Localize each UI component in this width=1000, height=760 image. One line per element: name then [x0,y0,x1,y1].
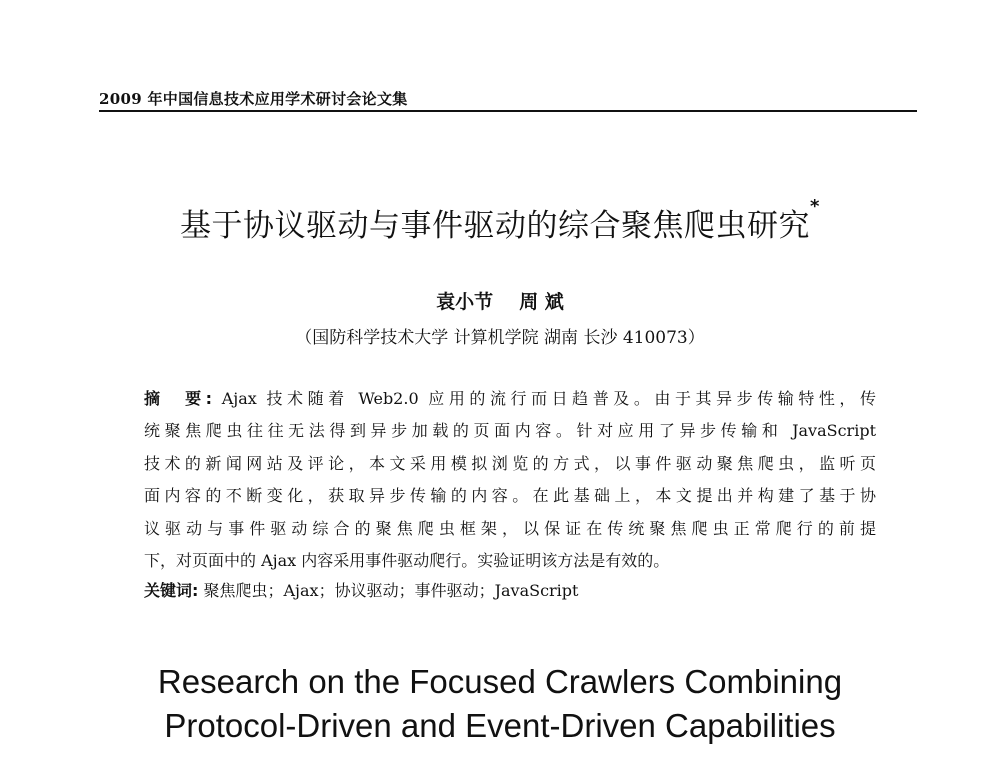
abstract-line: 议驱动与事件驱动综合的聚焦爬虫框架，以保证在传统聚焦爬虫正常爬行的前提 [144,518,876,538]
authors [0,287,1000,314]
author-1: 袁小节 [436,291,494,313]
title-footnote-mark: * [810,196,820,217]
english-title-line-2: Protocol-Driven and Event-Driven Capabilities [164,707,836,744]
abstract-line: 面内容的不断变化，获取异步传输的内容。在此基础上，本文提出并构建了基于协 [144,486,876,506]
author-2: 周 斌 [519,291,564,313]
keywords-label: 关键词: [144,581,199,600]
abstract [144,383,876,577]
english-title [0,660,1000,748]
affiliation: （国防科学技术大学 计算机学院 湖南 长沙 410073） [295,328,705,348]
chinese-title [0,196,1000,245]
abstract-line-last: 下，对页面中的 Ajax 内容采用事件驱动爬行。实验证明该方法是有效的。 [144,551,670,571]
abstract-line-text: Ajax 技术随着 Web2.0 应用的流行而日趋普及。由于其异步传输特性，传 [221,389,876,408]
abstract-line [144,383,876,415]
keywords-text: 聚焦爬虫；Ajax；协议驱动；事件驱动；JavaScript [203,581,579,600]
abstract-line: 统聚焦爬虫往往无法得到异步加载的页面内容。针对应用了异步传输和 JavaScript [144,421,876,441]
abstract-line: 技术的新闻网站及评论，本文采用模拟浏览的方式，以事件驱动聚焦爬虫，监听页 [144,453,876,473]
header-rule [99,110,917,112]
chinese-title-text: 基于协议驱动与事件驱动的综合聚焦爬虫研究 [180,208,811,244]
english-title-line-1: Research on the Focused Crawlers Combining [157,663,843,700]
abstract-label: 摘 要: [144,389,213,408]
keywords [144,578,578,601]
running-header: 2009 年中国信息技术应用学术研讨会论文集 [99,90,408,108]
